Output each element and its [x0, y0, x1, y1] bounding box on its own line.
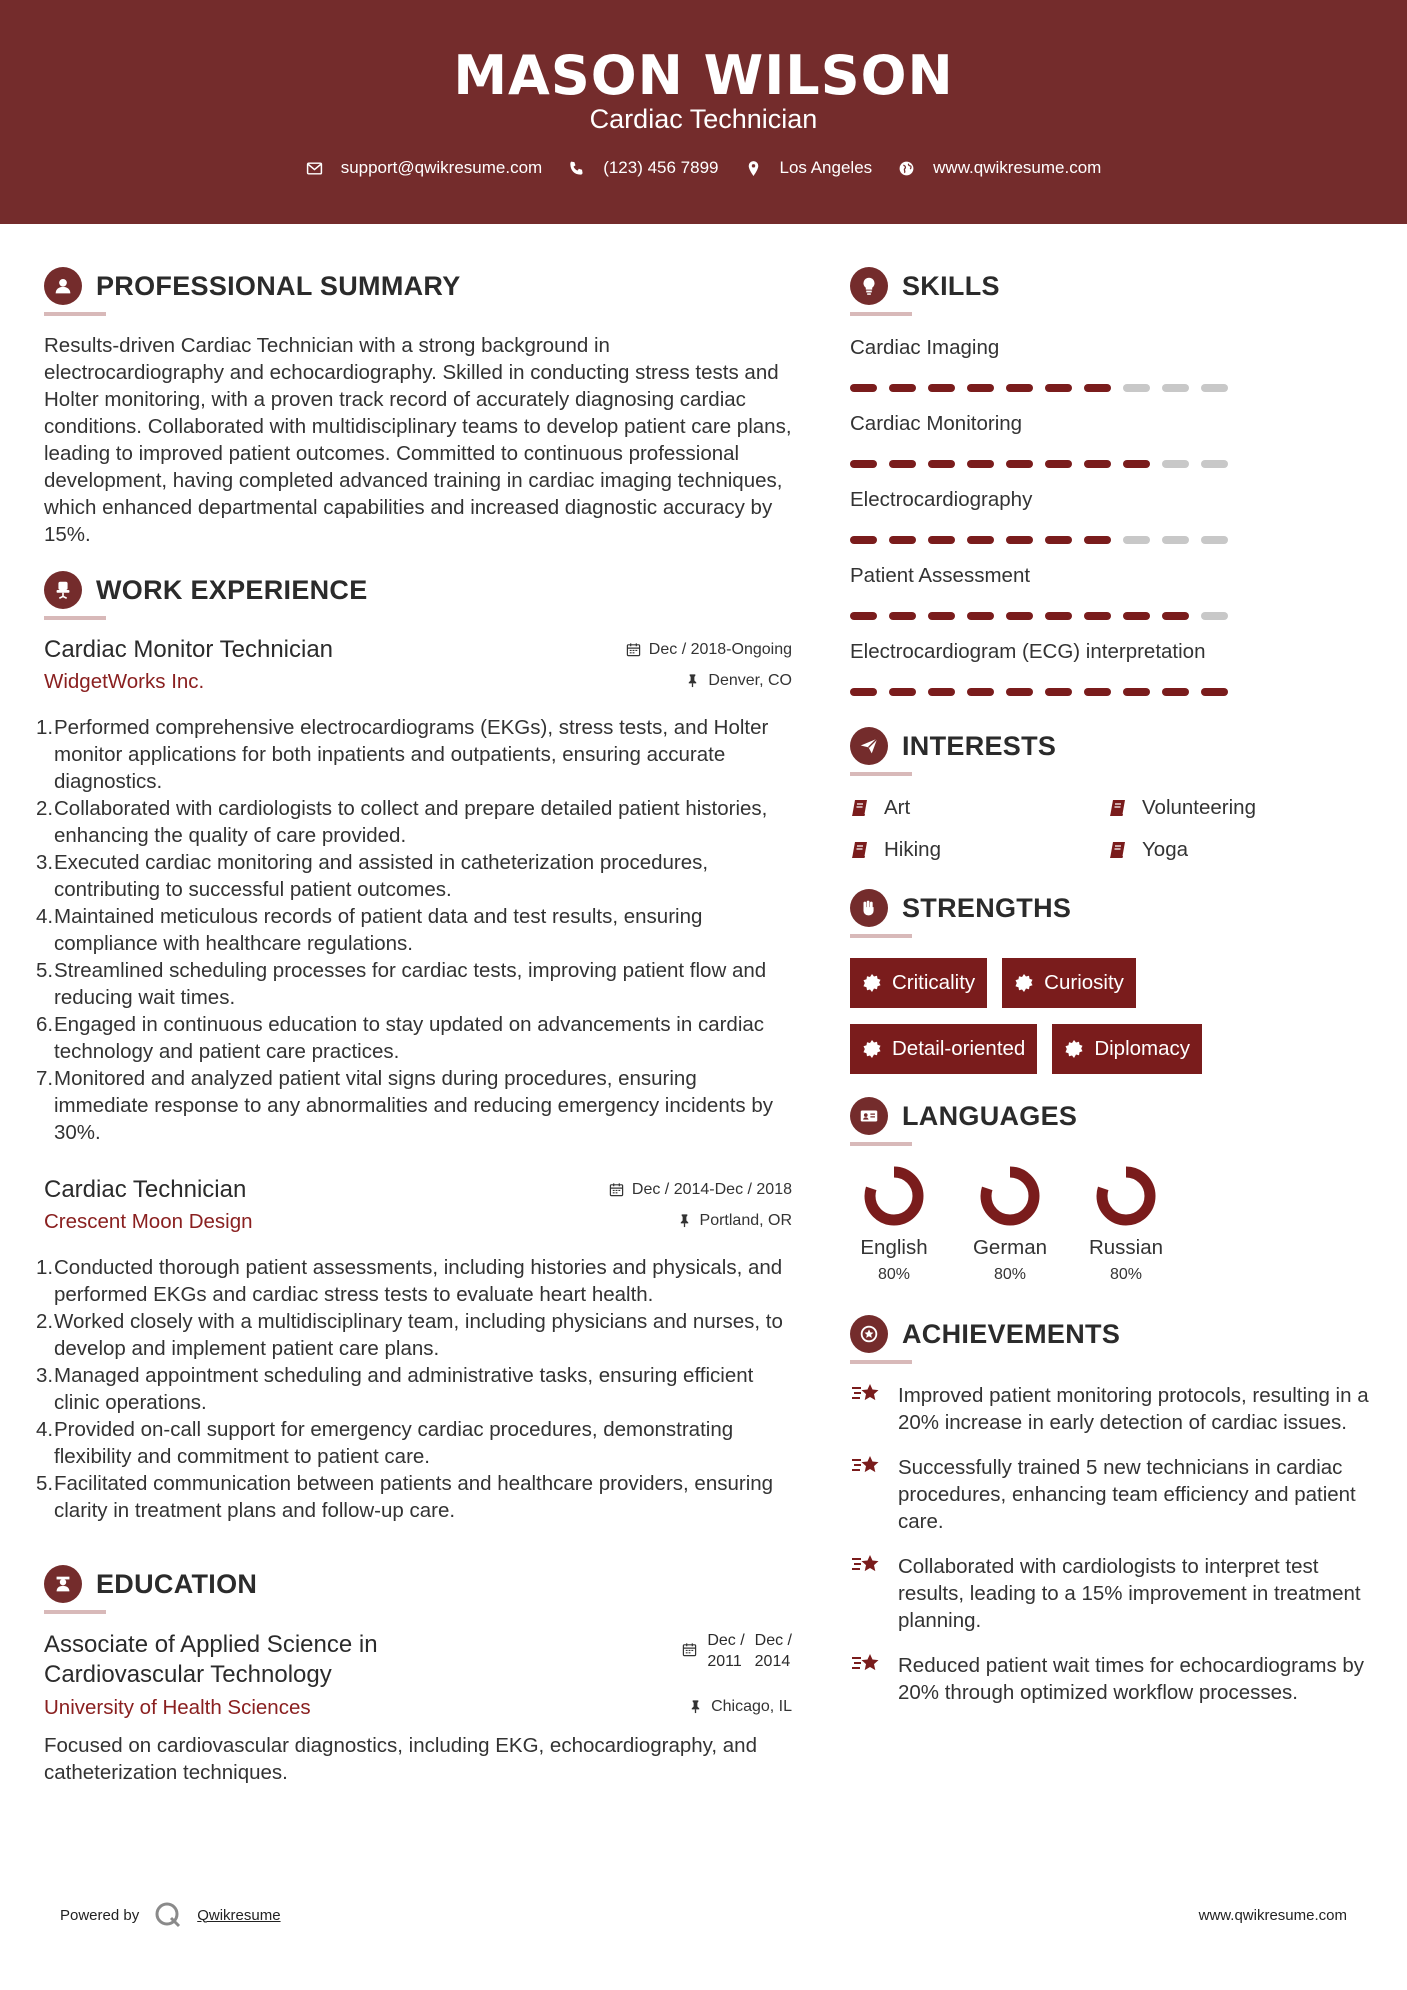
- powered-by: [60, 1900, 281, 1930]
- location-text: Los Angeles: [779, 158, 873, 177]
- qwikresume-link[interactable]: Qwikresume: [197, 1906, 281, 1924]
- lightbulb-icon: [850, 267, 888, 305]
- language-percent: 80%: [993, 1266, 1027, 1283]
- language-item: [830, 1164, 958, 1284]
- summary-text: Results-driven Cardiac Technician with a strong background in electrocardiography and echocardiography. Skilled in conducting stress tests and Holter monitoring, with a proven track record of accurately diagnosing cardiac conditions. Collaborated with multidisciplinary teams to develop patient care plans, leading to improved patient outcomes. Committed to continuous professional development, having completed advanced training in cardiac imaging techniques, which enhanced departmental capabilities and increased diagnostic accuracy by 15%.: [44, 334, 792, 546]
- strength-label: Criticality: [892, 971, 976, 994]
- interest-label: Volunteering: [1142, 796, 1256, 819]
- skill-item: [850, 640, 1370, 696]
- interests-section: [850, 726, 1370, 862]
- summary-section: [44, 266, 792, 548]
- skill-name: Cardiac Monitoring: [850, 412, 1023, 435]
- language-percent: 80%: [877, 1266, 911, 1283]
- globe-icon: [898, 160, 915, 177]
- language-percent: 80%: [1109, 1266, 1143, 1283]
- skill-level-dot: [1045, 688, 1072, 696]
- candidate-title: Cardiac Technician: [589, 104, 818, 134]
- office-chair-icon: [44, 571, 82, 609]
- list-item: 1. Performed comprehensive electrocardiograms (EKGs), stress tests, and Holter monitor applications for both inpatients and outpatients, ensuring accurate diagnostics.: [36, 716, 769, 793]
- skill-level-dot: [1123, 612, 1150, 620]
- list-item: 4. Maintained meticulous records of patient data and test results, ensuring compliance with healthcare regulations.: [36, 905, 703, 955]
- job-bullets: [36, 1254, 792, 1524]
- strength-tag: [1002, 958, 1136, 1008]
- skill-level-dot: [850, 612, 877, 620]
- education-heading: [44, 1564, 792, 1604]
- language-item: [1062, 1164, 1190, 1284]
- powered-by-label: Powered by: [60, 1906, 140, 1924]
- skill-level-dot: [1162, 460, 1189, 468]
- degree-name: Associate of Applied Science in Cardiovascular Technology: [44, 1631, 378, 1688]
- interest-label: Hiking: [884, 838, 941, 861]
- paper-plane-icon: [850, 727, 888, 765]
- experience-section: [36, 570, 792, 1524]
- skill-level-dot: [889, 384, 916, 392]
- contact-email[interactable]: [306, 158, 543, 178]
- contact-location: [745, 158, 873, 178]
- website-text: www.qwikresume.com: [933, 158, 1102, 177]
- skill-level-dot: [928, 460, 955, 468]
- calendar-icon: [682, 1642, 697, 1657]
- education-section: [44, 1564, 792, 1786]
- achievement-text: Reduced patient wait times for echocardiograms by 20% through optimized workflow processes.: [898, 1654, 1365, 1704]
- email-text: support@qwikresume.com: [340, 158, 543, 177]
- skill-level-dot: [1162, 384, 1189, 392]
- job-bullets: [36, 714, 792, 1146]
- skill-level-dot: [967, 384, 994, 392]
- skill-level-dot: [1084, 460, 1111, 468]
- language-progress-ring: [862, 1164, 926, 1228]
- list-item: 2. Worked closely with a multidisciplinary team, including physicians and nurses, to develop and implement patient care plans.: [36, 1310, 783, 1360]
- language-progress-ring: [1094, 1164, 1158, 1228]
- achievement-item: [850, 1382, 1370, 1436]
- skill-level-bar: [850, 612, 1370, 620]
- achievements-list: [850, 1382, 1370, 1706]
- badge-icon: [862, 973, 882, 993]
- education-end: Dec / 2014: [754, 1632, 792, 1670]
- list-item: 6. Engaged in continuous education to stay updated on advancements in cardiac technology and patient care practices.: [36, 1013, 765, 1063]
- skill-level-dot: [889, 612, 916, 620]
- skill-level-dot: [1045, 612, 1072, 620]
- section-underline: [850, 1142, 912, 1146]
- section-underline: [44, 616, 106, 620]
- company-name: WidgetWorks Inc.: [44, 670, 205, 693]
- skill-level-dot: [1006, 612, 1033, 620]
- skill-level-dot: [1123, 460, 1150, 468]
- skill-level-dot: [1123, 384, 1150, 392]
- award-icon: [850, 1315, 888, 1353]
- skill-level-dot: [1201, 612, 1228, 620]
- strength-tag: [850, 958, 987, 1008]
- section-underline: [850, 772, 912, 776]
- contact-phone[interactable]: [568, 158, 718, 178]
- contact-website[interactable]: [898, 158, 1101, 178]
- shooting-star-icon: [850, 1380, 884, 1408]
- language-item: [946, 1164, 1074, 1284]
- language-name: German: [972, 1236, 1048, 1259]
- resume-header: [0, 0, 1407, 224]
- job-location-text: Denver, CO: [708, 671, 792, 689]
- badge-icon: [862, 1039, 882, 1059]
- skill-level-dot: [850, 384, 877, 392]
- skill-level-bar: [850, 688, 1370, 696]
- skills-section: [850, 266, 1370, 696]
- skill-name: Patient Assessment: [850, 564, 1031, 587]
- skill-level-dot: [850, 460, 877, 468]
- skill-level-bar: [850, 460, 1370, 468]
- pushpin-icon: [688, 1699, 703, 1714]
- list-item: 3. Managed appointment scheduling and administrative tasks, ensuring efficient clinic operations.: [36, 1364, 754, 1414]
- achievement-item: [850, 1553, 1370, 1634]
- calendar-icon: [626, 642, 641, 657]
- skills-heading: [850, 266, 1370, 306]
- job-dates-text: Dec / 2018-Ongoing: [648, 640, 792, 658]
- book-icon: [1108, 840, 1128, 860]
- skill-level-dot: [850, 688, 877, 696]
- skill-level-dot: [1123, 688, 1150, 696]
- strengths-heading: [850, 888, 1370, 928]
- contact-bar: [0, 158, 1407, 178]
- summary-heading: [44, 266, 792, 306]
- education-start: Dec / 2011: [707, 1632, 745, 1670]
- section-underline: [850, 312, 912, 316]
- interest-item: [1108, 796, 1358, 820]
- job-entry: [36, 1176, 792, 1524]
- school-location-text: Chicago, IL: [711, 1697, 792, 1715]
- experience-heading: [44, 570, 792, 610]
- language-progress-ring: [978, 1164, 1042, 1228]
- skill-level-dot: [1123, 536, 1150, 544]
- list-item: 3. Executed cardiac monitoring and assisted in catheterization procedures, contributing to successful patient outcomes.: [36, 851, 709, 901]
- skill-level-dot: [928, 384, 955, 392]
- skill-level-dot: [1201, 384, 1228, 392]
- skill-level-dot: [889, 460, 916, 468]
- languages-title: LANGUAGES: [902, 1100, 1078, 1131]
- book-icon: [1108, 798, 1128, 818]
- job-role: Cardiac Monitor Technician: [44, 636, 334, 663]
- achievements-title: ACHIEVEMENTS: [902, 1318, 1121, 1349]
- section-underline: [44, 312, 106, 316]
- skill-level-dot: [1162, 688, 1189, 696]
- skill-level-dot: [1006, 460, 1033, 468]
- education-title: EDUCATION: [96, 1568, 258, 1599]
- job-dates: [609, 1181, 792, 1199]
- language-name: Russian: [1088, 1236, 1164, 1259]
- skill-level-dot: [1006, 688, 1033, 696]
- skills-title: SKILLS: [902, 270, 1000, 301]
- badge-icon: [1014, 973, 1034, 993]
- job-entry: [36, 636, 792, 1146]
- skill-level-dot: [1084, 536, 1111, 544]
- skill-level-dot: [967, 460, 994, 468]
- experience-title: WORK EXPERIENCE: [96, 574, 368, 605]
- skill-level-bar: [850, 384, 1370, 392]
- section-underline: [850, 934, 912, 938]
- section-underline: [850, 1360, 912, 1364]
- languages-heading: [850, 1096, 1370, 1136]
- job-dates: [626, 641, 792, 659]
- skill-level-dot: [1084, 384, 1111, 392]
- phone-text: (123) 456 7899: [603, 158, 719, 177]
- education-description: Focused on cardiovascular diagnostics, including EKG, echocardiography, and catheterization techniques.: [44, 1734, 757, 1784]
- book-icon: [850, 840, 870, 860]
- skill-level-dot: [967, 612, 994, 620]
- skill-level-dot: [1084, 612, 1111, 620]
- skill-level-dot: [850, 536, 877, 544]
- id-card-icon: [850, 1097, 888, 1135]
- book-icon: [850, 798, 870, 818]
- skill-item: [850, 336, 1370, 392]
- footer-website-link[interactable]: www.qwikresume.com: [1198, 1906, 1347, 1924]
- languages-list: [850, 1164, 1370, 1284]
- list-item: 5. Facilitated communication between patients and healthcare providers, ensuring clarity in treatment plans and follow-up care.: [36, 1472, 774, 1522]
- strengths-title: STRENGTHS: [902, 892, 1072, 923]
- interest-label: Yoga: [1142, 838, 1188, 861]
- qwikresume-logo-icon: [153, 1900, 183, 1930]
- strength-label: Detail-oriented: [892, 1037, 1026, 1060]
- strengths-section: [850, 888, 1370, 1074]
- interests-list: [850, 796, 1370, 862]
- summary-title: PROFESSIONAL SUMMARY: [96, 270, 461, 301]
- phone-icon: [568, 160, 585, 177]
- right-column: [850, 266, 1370, 1706]
- achievement-text: Collaborated with cardiologists to interpret test results, leading to a 15% improvement in treatment planning.: [898, 1555, 1361, 1632]
- strength-tag: [1052, 1024, 1202, 1074]
- left-column: [36, 266, 792, 1786]
- achievement-item: [850, 1652, 1370, 1706]
- strength-tag: [850, 1024, 1037, 1074]
- map-pin-icon: [745, 160, 762, 177]
- school-location: [688, 1698, 792, 1716]
- language-name: English: [860, 1236, 928, 1259]
- calendar-icon: [609, 1182, 624, 1197]
- raised-fist-icon: [850, 889, 888, 927]
- skill-level-dot: [928, 612, 955, 620]
- envelope-icon: [306, 160, 323, 177]
- company-name: Crescent Moon Design: [44, 1210, 253, 1233]
- list-item: 4. Provided on-call support for emergency cardiac procedures, demonstrating flexibility and commitment to patient care.: [36, 1418, 734, 1468]
- skill-level-bar: [850, 536, 1370, 544]
- badge-icon: [1064, 1039, 1084, 1059]
- achievement-text: Improved patient monitoring protocols, resulting in a 20% increase in early detection of cardiac issues.: [898, 1384, 1369, 1434]
- skill-level-dot: [967, 536, 994, 544]
- list-item: 1. Conducted thorough patient assessments, including histories and physicals, and performed EKGs and cardiac stress tests to evaluate heart health.: [36, 1256, 783, 1306]
- achievement-text: Successfully trained 5 new technicians in cardiac procedures, enhancing team efficiency and patient care.: [898, 1456, 1356, 1533]
- skills-list: [850, 336, 1370, 696]
- job-role: Cardiac Technician: [44, 1176, 247, 1203]
- skill-level-dot: [1006, 384, 1033, 392]
- candidate-name: MASON WILSON: [453, 44, 954, 107]
- section-underline: [44, 1610, 106, 1614]
- graduate-icon: [44, 1565, 82, 1603]
- list-item: 5. Streamlined scheduling processes for cardiac tests, improving patient flow and reducing wait times.: [36, 959, 767, 1009]
- strength-label: Curiosity: [1044, 971, 1124, 994]
- skill-level-dot: [928, 688, 955, 696]
- education-dates: [682, 1630, 792, 1672]
- skill-item: [850, 412, 1370, 468]
- skill-level-dot: [967, 688, 994, 696]
- skill-level-dot: [1084, 688, 1111, 696]
- pushpin-icon: [685, 673, 700, 688]
- shooting-star-icon: [850, 1452, 884, 1480]
- interest-item: [850, 796, 1108, 820]
- strengths-list: [850, 958, 1290, 1074]
- skill-level-dot: [1162, 612, 1189, 620]
- skill-level-dot: [1045, 460, 1072, 468]
- skill-level-dot: [1045, 384, 1072, 392]
- strength-label: Diplomacy: [1094, 1037, 1191, 1060]
- achievement-item: [850, 1454, 1370, 1535]
- skill-name: Cardiac Imaging: [850, 336, 1000, 359]
- languages-section: [850, 1096, 1370, 1284]
- list-item: 7. Monitored and analyzed patient vital signs during procedures, ensuring immediate response to any abnormalities and reducing emergency incidents by 30%.: [36, 1067, 774, 1144]
- user-icon: [44, 267, 82, 305]
- interest-item: [850, 838, 1108, 862]
- achievements-section: [850, 1314, 1370, 1706]
- skill-item: [850, 488, 1370, 544]
- skill-level-dot: [1006, 536, 1033, 544]
- interest-item: [1108, 838, 1358, 862]
- list-item: 2. Collaborated with cardiologists to collect and prepare detailed patient histories, enhancing the quality of care provided.: [36, 797, 768, 847]
- interest-label: Art: [884, 796, 911, 819]
- skill-level-dot: [1201, 688, 1228, 696]
- skill-level-dot: [889, 688, 916, 696]
- skill-level-dot: [1045, 536, 1072, 544]
- interests-heading: [850, 726, 1370, 766]
- job-location: [685, 672, 792, 690]
- shooting-star-icon: [850, 1650, 884, 1678]
- skill-level-dot: [928, 536, 955, 544]
- school-name: University of Health Sciences: [44, 1696, 311, 1719]
- shooting-star-icon: [850, 1551, 884, 1579]
- skill-level-dot: [1201, 536, 1228, 544]
- job-location: [677, 1212, 792, 1230]
- skill-level-dot: [1162, 536, 1189, 544]
- pushpin-icon: [677, 1213, 692, 1228]
- achievements-heading: [850, 1314, 1370, 1354]
- skill-name: Electrocardiography: [850, 488, 1033, 511]
- job-location-text: Portland, OR: [699, 1211, 792, 1229]
- skill-level-dot: [1201, 460, 1228, 468]
- skill-name: Electrocardiogram (ECG) interpretation: [850, 640, 1206, 663]
- interests-title: INTERESTS: [902, 730, 1057, 761]
- skill-level-dot: [889, 536, 916, 544]
- job-dates-text: Dec / 2014-Dec / 2018: [631, 1180, 792, 1198]
- skill-item: [850, 564, 1370, 620]
- page-footer: [60, 1895, 1347, 1935]
